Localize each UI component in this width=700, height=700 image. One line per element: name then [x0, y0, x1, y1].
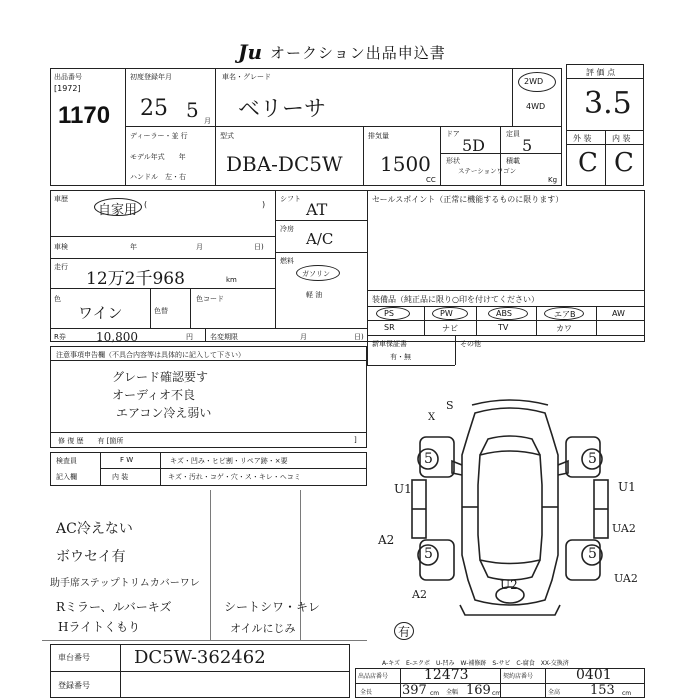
diagram-mark-5-1: 5: [424, 451, 433, 467]
equipment-label: 装備品（純正品に限り○印を付けてください）: [372, 295, 539, 304]
history-paren-open: (: [144, 200, 148, 209]
new-car-warranty-value: 有・無: [390, 353, 411, 361]
chassis-label: 車台番号: [58, 653, 90, 662]
chassis-value: DC5W-362462: [134, 647, 266, 668]
inspection-label: 車検: [54, 243, 68, 251]
equip-other-label: その他: [460, 340, 481, 348]
first-reg-year: 25: [140, 96, 168, 121]
model-year-label: モデル年式 年: [130, 153, 186, 161]
name-change-label: 名変期限: [210, 333, 238, 341]
score-label: 評 価 点: [586, 68, 616, 77]
yen-unit: 円: [186, 333, 193, 341]
inspector-label1: 検査員: [56, 457, 77, 465]
diagram-mark-s: S: [446, 399, 454, 412]
diagram-mark-u2: U2: [500, 578, 518, 592]
inspection-month: 月: [196, 243, 203, 251]
type-label: 型式: [220, 132, 234, 140]
type-value: DBA-DC5W: [226, 152, 343, 176]
handwritten-5: Hライトくもり: [58, 620, 141, 634]
fuel-label: 燃料: [280, 257, 294, 265]
exterior-value: C: [578, 148, 598, 178]
height-value: 153: [590, 683, 615, 698]
equip-aw: AW: [612, 309, 625, 318]
km-unit: km: [226, 276, 237, 284]
width-label: 全幅: [446, 689, 459, 696]
length-cm: cm: [430, 690, 440, 697]
mileage-label: 走行: [54, 263, 68, 271]
repair-close: ]: [354, 436, 357, 444]
first-reg-label: 初度登録年月: [130, 73, 172, 81]
shift-label: シフト: [280, 195, 301, 203]
inspector-interior-items: キズ・汚れ・コゲ・穴・ス・キレ・ヘコミ: [168, 473, 301, 481]
handwritten-2: ボウセイ有: [56, 549, 126, 565]
interior-value: C: [614, 148, 634, 178]
new-car-warranty-label: 新車保証書: [372, 340, 407, 348]
diagram-mark-u1-left: U1: [394, 482, 412, 496]
shape-label: 形状: [446, 157, 460, 165]
fuel-value: ガソリン: [302, 270, 330, 278]
diagram-mark-ua2-right2: UA2: [614, 572, 638, 585]
diagram-mark-5-4: 5: [588, 546, 597, 562]
color-code-label: 色コード: [196, 295, 224, 303]
contract-label: 契約店番号: [503, 673, 534, 680]
mileage-value: 12万2千968: [86, 269, 185, 289]
notes-line1: グレード確認要す: [112, 370, 209, 384]
door-value: 5D: [462, 136, 486, 155]
damage-legend: A-キズ E-エクボ U-凹み W-補修跡 S-サビ C-腐食 XX-交換済: [382, 660, 569, 667]
diagram-mark-ua2-right: UA2: [612, 522, 636, 535]
score-value: 3.5: [584, 86, 632, 121]
equip-airbag: エアB: [554, 310, 576, 319]
drive-2wd: 2WD: [524, 77, 544, 86]
ju-logo: Ju: [238, 40, 263, 64]
inspector-label2: 記入欄: [56, 473, 77, 481]
displacement-label: 排気量: [368, 132, 389, 140]
inspector-interior-label: 内 装: [112, 473, 129, 481]
notes-line2: オーディオ不良: [112, 388, 196, 402]
handwritten-7: オイルにじみ: [230, 622, 296, 635]
handwritten-6: シートシワ・キレ: [224, 600, 320, 614]
length-label: 全長: [360, 689, 373, 696]
equip-navi: ナビ: [442, 324, 458, 333]
notes-label: 注意事項申告欄（不具合内容等は具体的に記入して下さい）: [56, 351, 245, 359]
width-cm: cm: [492, 690, 502, 697]
length-value: 397: [402, 683, 427, 698]
ac-label: 冷房: [280, 225, 294, 233]
diagram-mark-x: X: [428, 412, 436, 423]
handwritten-4: Rミラー、ルバーキズ: [56, 600, 172, 614]
recycle-value: 10,800: [96, 330, 138, 344]
inspector-fw-items: キズ・凹み・ヒビ割・リペア跡・×要: [170, 457, 288, 465]
equip-tv: TV: [498, 323, 509, 332]
diagram-mark-5-3: 5: [588, 451, 597, 467]
model-name: ベリーサ: [238, 97, 327, 122]
diagram-mark-5-2: 5: [424, 546, 433, 562]
ac-value: A/C: [306, 230, 334, 248]
first-reg-month: 5: [186, 98, 199, 122]
sales-point-label: セールスポイント（正常に機能するものに限ります）: [372, 195, 564, 204]
displacement-value: 1500: [380, 152, 431, 176]
month-unit: 月: [204, 117, 211, 125]
history-paren-close: ): [262, 200, 266, 209]
history-label: 車歴: [54, 195, 68, 203]
listing-no-label: 出品番号: [54, 73, 82, 81]
equip-sr: SR: [384, 323, 395, 332]
color-label: 色: [54, 295, 61, 303]
recycle-label: R券: [54, 333, 66, 341]
handwritten-1: AC冷えない: [56, 521, 133, 537]
width-value: 169: [466, 683, 491, 698]
equip-ps: PS: [384, 309, 394, 318]
capacity-value: 5: [522, 136, 533, 155]
diagram-mark-a2-bottom: A2: [412, 588, 427, 601]
equip-leather: カワ: [556, 324, 572, 333]
color-value: ワイン: [78, 304, 123, 322]
listing-code: [1972]: [54, 84, 81, 93]
kg-unit: Kg: [548, 176, 558, 184]
drive-4wd: 4WD: [526, 102, 546, 111]
history-value: 自家用: [98, 203, 138, 218]
equip-abs: ABS: [496, 309, 512, 318]
inspector-fw-label: F W: [120, 456, 134, 464]
exterior-label: 外 装: [573, 134, 592, 143]
repair-label: 修 復 歴 有 [箇所: [58, 437, 124, 445]
handwritten-8: 有: [398, 625, 411, 639]
exhibitor-no-label: 出品店番号: [358, 673, 389, 680]
cc-unit: CC: [426, 176, 436, 184]
model-label: 車名・グレード: [222, 73, 271, 81]
name-change-month: 月: [300, 333, 307, 341]
equip-pw: PW: [440, 309, 453, 318]
load-label: 積載: [506, 157, 520, 165]
inspection-year: 年: [130, 243, 137, 251]
height-label: 全高: [548, 689, 561, 696]
handwritten-3: 助手席ステップトリムカバーワレ: [50, 578, 200, 589]
shape-value: ステーションワゴン: [458, 167, 517, 175]
interior-label: 内 装: [612, 134, 631, 143]
form-title: オークション出品申込書: [270, 44, 446, 62]
inspection-day: 日): [254, 243, 264, 251]
shift-value: AT: [306, 200, 328, 219]
name-change-day: 日): [354, 333, 364, 341]
color-change-label: 色替: [154, 307, 168, 315]
diagram-mark-a2-left: A2: [378, 533, 395, 547]
dealer-label: ディーラー・並 行: [130, 132, 188, 140]
reg-label: 登録番号: [58, 681, 90, 690]
exhibitor-no: 12473: [424, 667, 469, 683]
capacity-label: 定員: [506, 130, 520, 138]
fuel-light-oil: 軽 油: [306, 291, 323, 299]
notes-line3: エアコン冷え弱い: [116, 406, 212, 420]
door-label: ドア: [446, 130, 460, 138]
diagram-mark-u1-right: U1: [618, 480, 636, 494]
listing-number: 1170: [58, 102, 111, 129]
height-cm: cm: [622, 690, 632, 697]
contract-no: 0401: [576, 667, 612, 683]
handle-label: ハンドル 左・右: [130, 173, 186, 181]
